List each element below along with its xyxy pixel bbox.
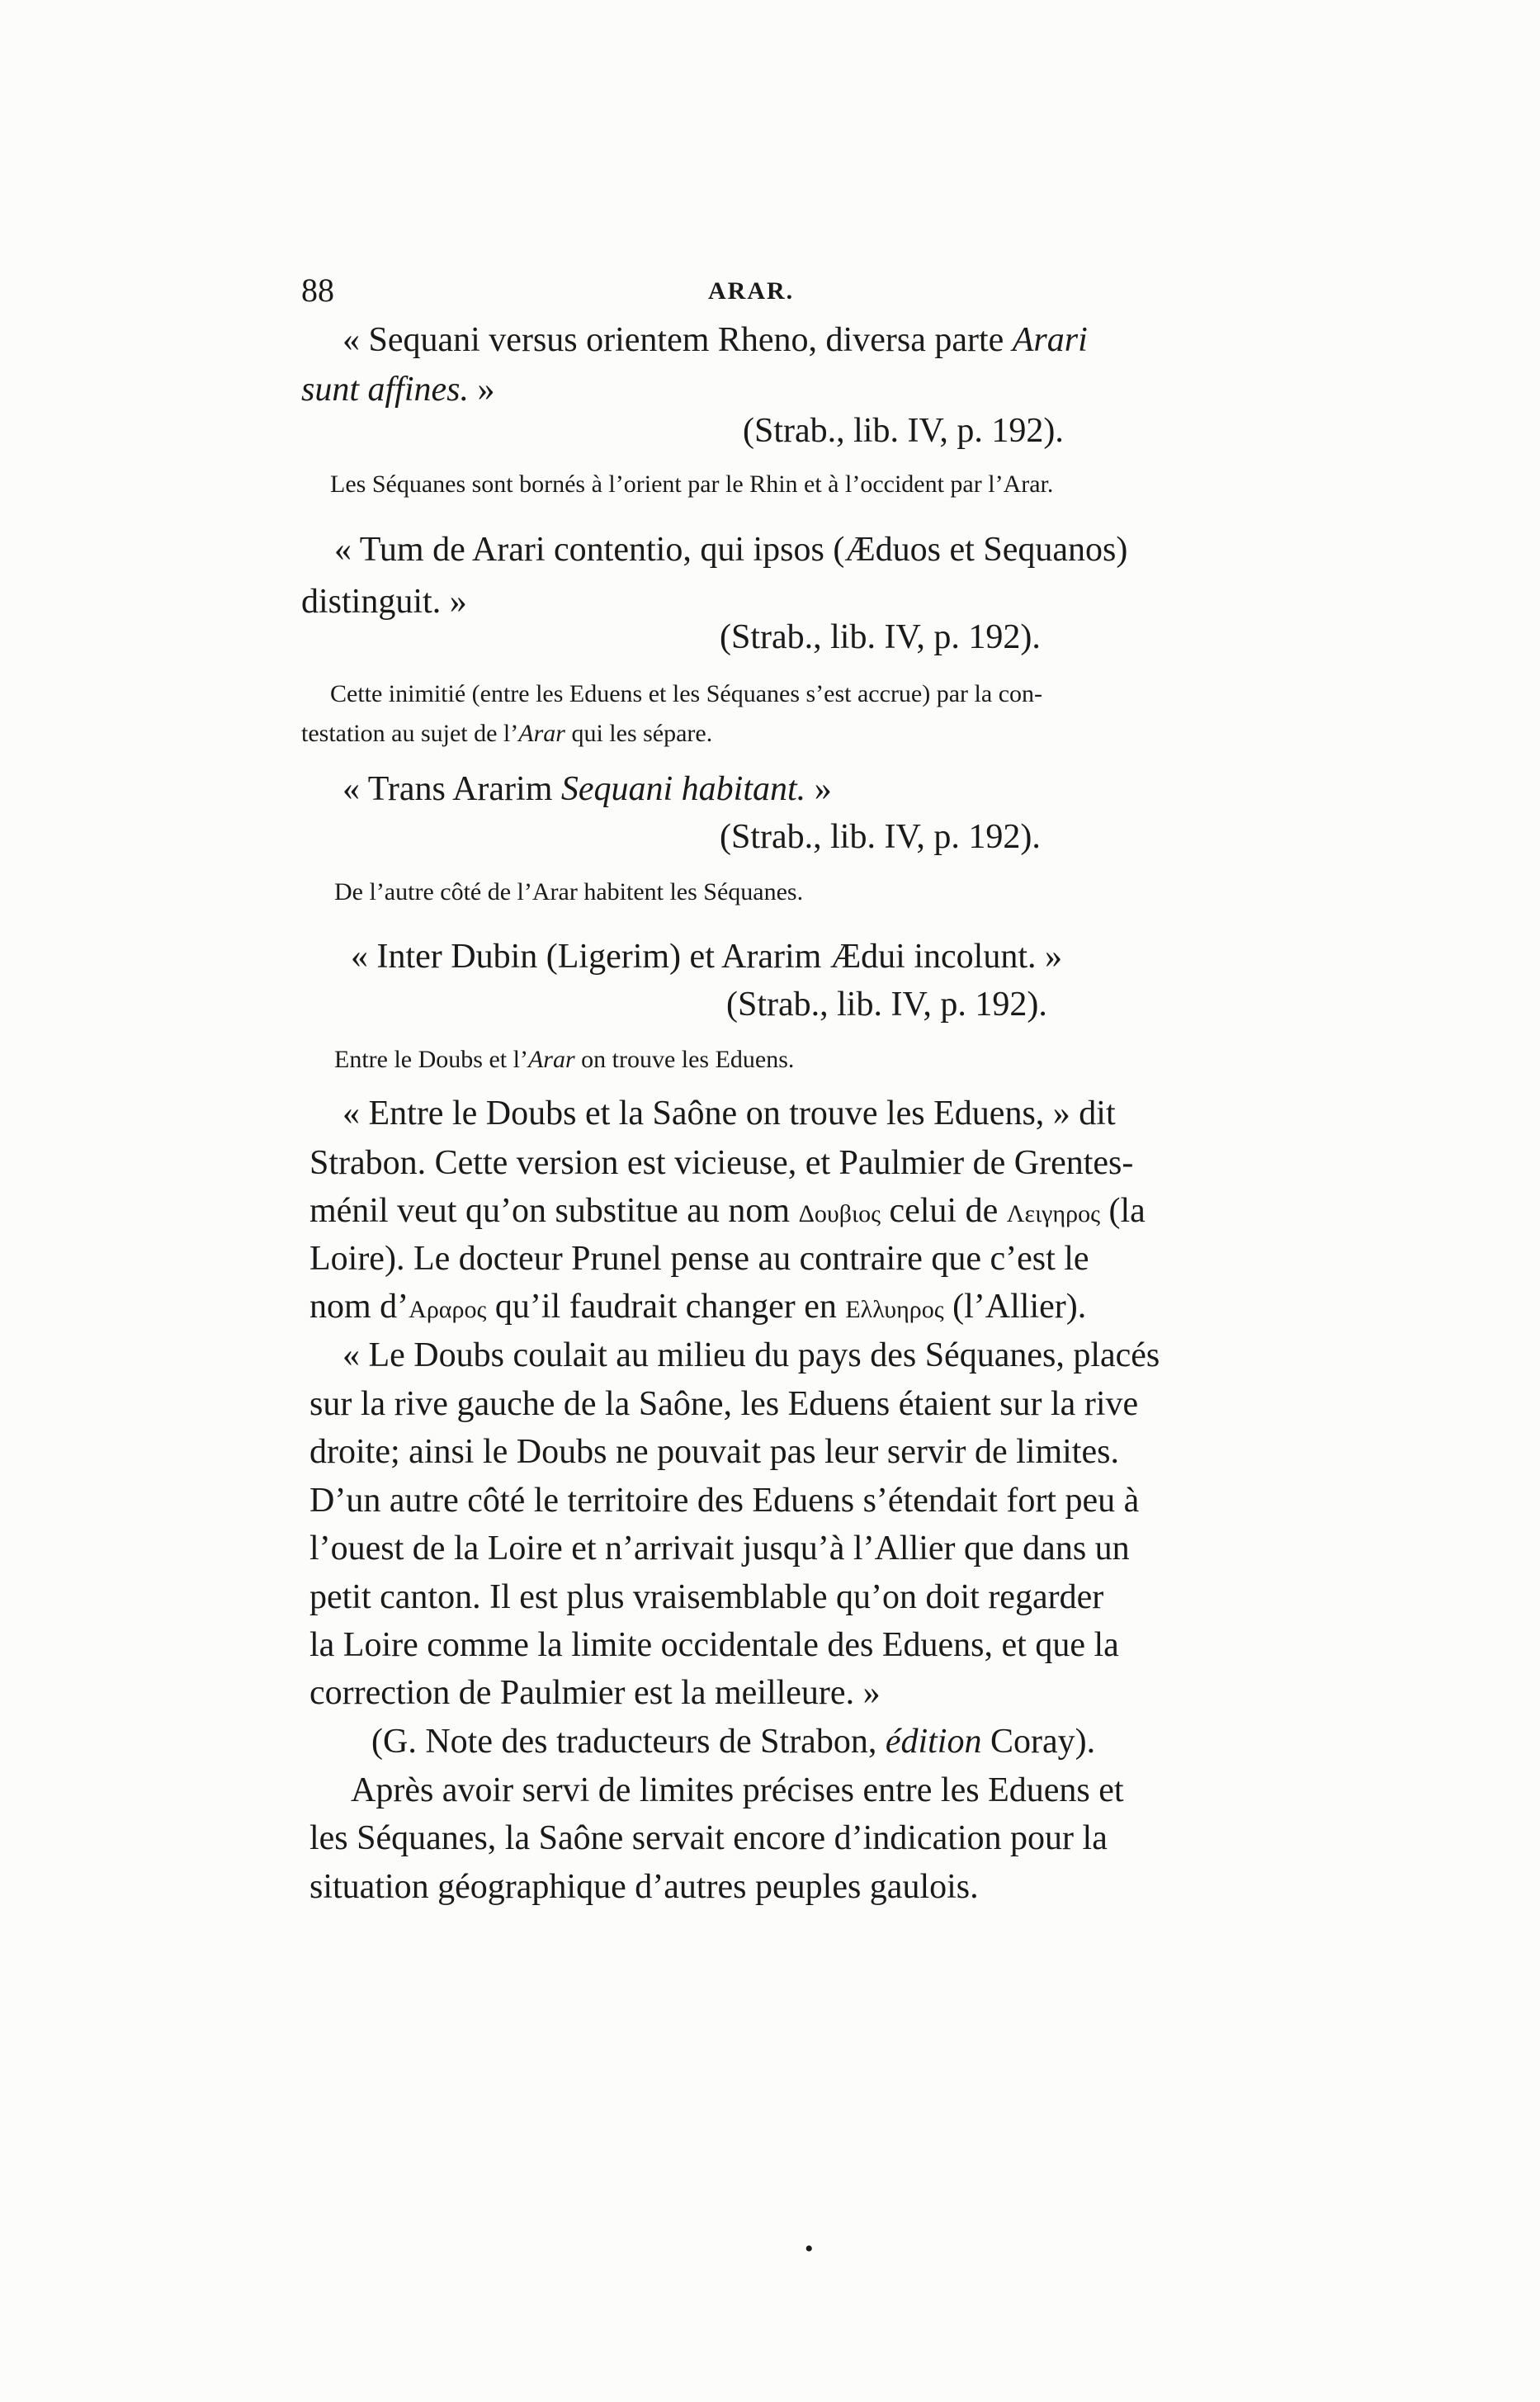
para-1-line-2: Strabon. Cette version est vicieuse, et Paulmier de Grentes- <box>309 1144 1134 1182</box>
para-2-line-7: la Loire comme la limite occidentale des Eduens, et que la <box>309 1626 1119 1664</box>
para-3-line-3: situation géographique d’autres peuples gaulois. <box>309 1868 979 1906</box>
quote-1-line-2: sunt affines. » <box>301 371 495 409</box>
para-1-line-4: Loire). Le docteur Prunel pense au contraire que c’est le <box>309 1240 1089 1278</box>
para-2-line-1: « Le Doubs coulait au milieu du pays des Séquanes, placés <box>342 1336 1160 1374</box>
para-2-line-3: droite; ainsi le Doubs ne pouvait pas leur servir de limites. <box>309 1433 1119 1471</box>
para-2-line-5: l’ouest de la Loire et n’arrivait jusqu’à l’Allier que dans un <box>309 1530 1130 1567</box>
translation-2-line-2: testation au sujet de l’Arar qui les sépare. <box>301 720 713 747</box>
para-2-line-8: correction de Paulmier est la meilleure. » <box>309 1674 881 1712</box>
page-number: 88 <box>301 272 334 309</box>
para-2-line-4: D’un autre côté le territoire des Eduens s’étendait fort peu à <box>309 1482 1140 1520</box>
quote-4: « Inter Dubin (Ligerim) et Ararim Ædui incolunt. » <box>351 938 1062 976</box>
quote-2-line-2: distinguit. » <box>301 583 467 621</box>
quote-3: « Trans Ararim Sequani habitant. » <box>342 770 832 808</box>
para-2-line-6: petit canton. Il est plus vraisemblable qu’on doit regarder <box>309 1578 1104 1616</box>
translation-3: De l’autre côté de l’Arar habitent les Séquanes. <box>334 878 804 905</box>
quote-2-line-1: « Tum de Arari contentio, qui ipsos (Æduos et Sequanos) <box>334 531 1128 569</box>
printer-mark: • <box>805 2235 814 2263</box>
para-2-line-2: sur la rive gauche de la Saône, les Eduens étaient sur la rive <box>309 1385 1139 1423</box>
citation-2: (Strab., lib. IV, p. 192). <box>720 618 1041 656</box>
translation-4: Entre le Doubs et l’Arar on trouve les Eduens. <box>334 1046 795 1073</box>
para-1-line-1: « Entre le Doubs et la Saône on trouve les Eduens, » dit <box>342 1095 1116 1132</box>
para-3-line-1: Après avoir servi de limites précises entre les Eduens et <box>351 1771 1124 1809</box>
translator-note: (G. Note des traducteurs de Strabon, édition Coray). <box>371 1723 1096 1761</box>
running-title: ARAR. <box>708 277 795 305</box>
para-1-line-3: ménil veut qu’on substitue au nom Δουβιος celui de Λειγηρος (la <box>309 1192 1146 1230</box>
citation-4: (Strab., lib. IV, p. 192). <box>726 986 1047 1024</box>
citation-1: (Strab., lib. IV, p. 192). <box>743 412 1064 450</box>
quote-1-line-1: « Sequani versus orientem Rheno, diversa parte Arari <box>342 321 1088 359</box>
translation-1: Les Séquanes sont bornés à l’orient par le Rhin et à l’occident par l’Arar. <box>330 470 1054 498</box>
citation-3: (Strab., lib. IV, p. 192). <box>720 818 1041 856</box>
para-3-line-2: les Séquanes, la Saône servait encore d’indication pour la <box>309 1819 1108 1857</box>
translation-2-line-1: Cette inimitié (entre les Eduens et les Séquanes s’est accrue) par la con- <box>330 680 1042 707</box>
para-1-line-5: nom d’Αραρος qu’il faudrait changer en Ελλυηρος (l’Allier). <box>309 1288 1087 1326</box>
